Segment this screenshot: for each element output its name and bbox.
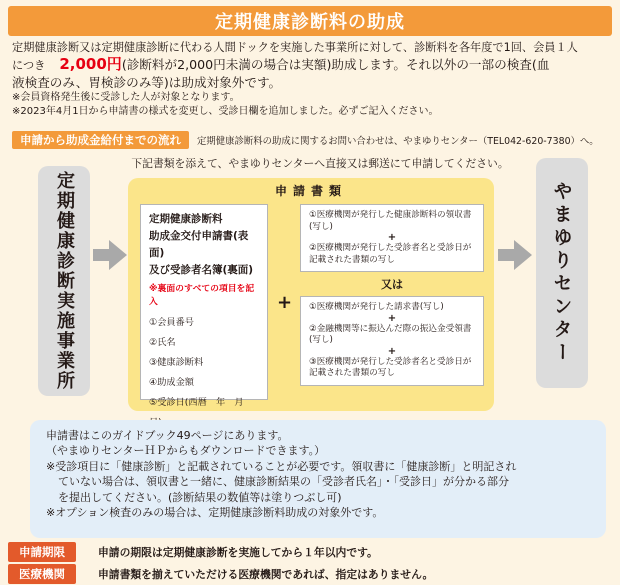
doc-item: ②医療機関が発行した受診者名と受診日が記載された書類の写し — [309, 243, 472, 265]
note-line: ていない場合は、領収書と一緒に、健康診断結果の「受診者氏名」・「受診日」が分かる部分 — [58, 475, 509, 489]
flow-instruction: 下記書類を添えて、やまゆりセンターへ直接又は郵送にて申請してください。 — [131, 157, 509, 170]
documents-title: 申請書類 — [274, 184, 347, 198]
flow-header — [12, 131, 610, 149]
doc-item: ②金融機関等に振込んだ際の振込金受領書(写し) — [309, 323, 472, 345]
clinic-text: 申請書類を揃えていただける医療機関であれば、指定はありません。 — [98, 567, 434, 581]
contact-note: 定期健康診断料の助成に関するお問い合わせは、やまゆりセンター（TEL042-620-7380）へ。 — [197, 136, 599, 147]
notes-panel — [30, 420, 606, 538]
page-title: 定期健康診断料の助成 — [215, 12, 405, 33]
intro-note-1: ※会員資格発生後に受診した人が対象となります。 — [12, 91, 240, 103]
plus-sign: + — [387, 232, 397, 243]
deadline-tag: 申請期限 — [8, 542, 76, 562]
intro-line-2-prefix: につき — [12, 58, 46, 72]
title-banner — [8, 6, 612, 36]
application-form-card — [140, 204, 268, 408]
intro-line-2 — [12, 56, 610, 74]
intro-note-2: ※2023年4月1日から申請書の様式を変更し、受診日欄を追加しました。必ずご記入ください。 — [12, 105, 439, 117]
plus-sign: + — [387, 312, 397, 324]
employer-label: 定期健康診断実施事業所 — [54, 171, 75, 391]
doc-item: ①医療機関が発行した健康診断料の領収書(写し) — [309, 210, 472, 232]
form-line-3: 及び受診者名簿(裏面) — [149, 264, 254, 276]
form-item: ⑤受診日(西暦 年 月 — [149, 397, 244, 408]
intro-line-2-rest: (診断料が2,000円未満の場合は実額)助成します。それ以外の一部の検査(血 — [121, 56, 550, 72]
intro-line-3: 液検査のみ、胃検診のみ等)は助成対象外です。 — [12, 74, 282, 90]
intro-text — [12, 40, 610, 119]
documents-panel — [128, 178, 494, 411]
center-box — [536, 158, 588, 388]
form-item: ④助成金額 — [149, 377, 194, 388]
employer-box — [38, 166, 90, 396]
or-label: 又は — [381, 278, 403, 291]
supporting-docs — [300, 204, 484, 386]
form-line-2: 助成金交付申請書(表面) — [149, 230, 249, 259]
flow-tag: 申請から助成金給付までの流れ — [12, 131, 189, 149]
subsidy-price: 2,000円 — [59, 54, 122, 73]
note-line: 申請書はこのガイドブック49ページにあります。 — [46, 429, 289, 442]
arrow-right-icon — [93, 240, 127, 270]
center-label: やまゆりセンター — [550, 181, 573, 365]
form-item: ②氏名 — [149, 337, 176, 348]
plus-sign: + — [387, 345, 397, 357]
receipt-docs-box — [300, 204, 484, 272]
intro-line-1: 定期健康診断又は定期健康診断に代わる人間ドックを実施した事業所に対して、診断料を各年度で1回、会員１人 — [12, 41, 578, 54]
note-line: （やまゆりセンターＨＰからもダウンロードできます。） — [46, 444, 326, 458]
form-item: ③健康診断料 — [149, 357, 204, 368]
note-line: を提出してください。(診断結果の数値等は塗りつぶし可) — [58, 490, 342, 504]
form-item: ①会員番号 — [149, 317, 194, 328]
note-line: ※受診項目に「健康診断」と記載されていることが必要です。領収書に「健康診断」と明記され — [46, 459, 517, 473]
clinic-row — [8, 564, 612, 584]
doc-item: ③医療機関が発行した受診者名と受診日が記載された書類の写し — [309, 356, 472, 378]
doc-item: ①医療機関が発行した請求書(写し) — [309, 302, 444, 312]
deadline-row — [8, 542, 612, 562]
clinic-tag: 医療機関 — [8, 564, 76, 584]
deadline-text: 申請の期限は定期健康診断を実施してから１年以内です。 — [98, 545, 378, 559]
note-line: ※オプション検査のみの場合は、定期健康診断料助成の対象外です。 — [46, 506, 384, 520]
form-required-note: ※裏面のすべての項目を記入 — [149, 284, 255, 307]
invoice-docs-box — [300, 296, 484, 386]
form-line-1: 定期健康診断料 — [149, 213, 223, 225]
plus-sign: + — [277, 292, 293, 313]
arrow-right-icon — [498, 240, 532, 270]
